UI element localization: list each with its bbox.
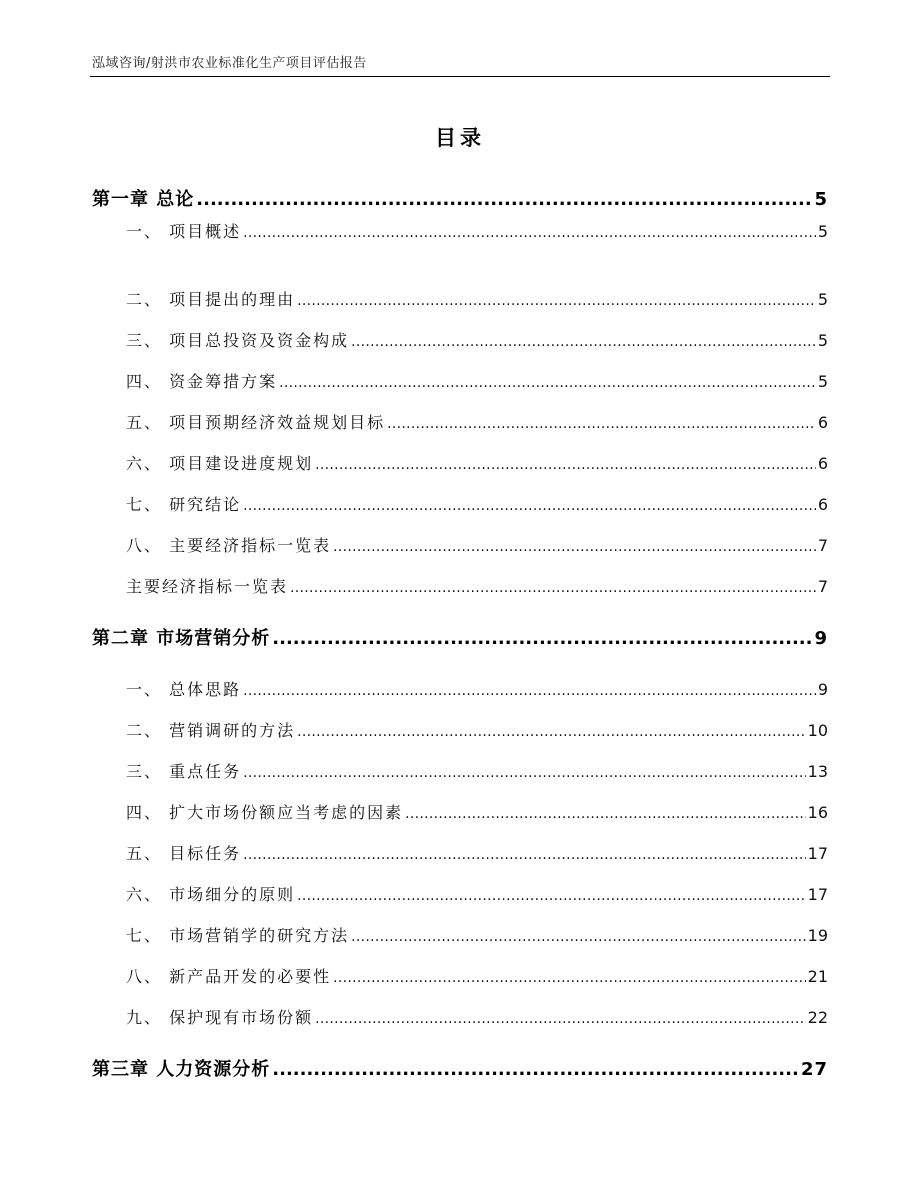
toc-leader	[297, 724, 806, 740]
toc-section-label: 六、 市场细分的原则	[126, 885, 296, 904]
toc-section-1-4[interactable]	[126, 369, 828, 392]
toc-page-number: 9	[814, 628, 828, 649]
toc-leader	[272, 1059, 799, 1080]
toc-section-label: 一、 总体思路	[126, 680, 242, 699]
toc-page-number: 22	[807, 1008, 828, 1027]
toc-page-number: 17	[807, 844, 828, 863]
header-divider	[90, 76, 830, 77]
toc-page-number: 5	[817, 331, 828, 350]
toc-section-1-7[interactable]	[126, 492, 828, 515]
toc-page-number: 27	[800, 1059, 828, 1080]
toc-leader	[333, 539, 816, 555]
toc-section-label: 三、 项目总投资及资金构成	[126, 331, 350, 350]
toc-section-2-5[interactable]	[126, 841, 828, 864]
toc-page-number: 13	[807, 762, 828, 781]
toc-page-number: 16	[807, 803, 828, 822]
toc-section-label: 二、 项目提出的理由	[126, 290, 296, 309]
toc-page-number: 5	[817, 222, 828, 241]
toc-leader	[351, 334, 816, 350]
toc-page-number: 5	[817, 290, 828, 309]
toc-leader	[196, 189, 812, 210]
header-title: 泓域咨询/射洪市农业标准化生产项目评估报告	[92, 56, 367, 71]
toc-title: 目录	[435, 126, 485, 150]
toc-page-number: 9	[817, 680, 828, 699]
toc-section-1-6[interactable]	[126, 451, 828, 474]
toc-page-number: 6	[817, 454, 828, 473]
toc-section-1-1[interactable]	[126, 219, 828, 242]
toc-section-2-8[interactable]	[126, 964, 828, 987]
toc-section-label: 四、 扩大市场份额应当考虑的因素	[126, 803, 404, 822]
toc-leader	[272, 628, 812, 649]
toc-section-1-3[interactable]	[126, 328, 828, 351]
toc-leader	[290, 580, 816, 596]
toc-leader	[279, 375, 816, 391]
toc-leader	[315, 457, 816, 473]
toc-page-number: 10	[807, 721, 828, 740]
toc-section-label: 五、 目标任务	[126, 844, 242, 863]
toc-section-2-4[interactable]	[126, 800, 828, 823]
toc-leader	[243, 498, 816, 514]
toc-section-label: 五、 项目预期经济效益规划目标	[126, 413, 386, 432]
toc-section-2-3[interactable]	[126, 759, 828, 782]
toc-section-label: 九、 保护现有市场份额	[126, 1008, 314, 1027]
toc-chapter-label: 第三章 人力资源分析	[92, 1059, 271, 1080]
toc-section-label: 八、 主要经济指标一览表	[126, 536, 332, 555]
toc-leader	[297, 888, 806, 904]
toc-section-label: 一、 项目概述	[126, 222, 242, 241]
toc-chapter-label: 第一章 总论	[92, 189, 195, 210]
toc-section-1-8[interactable]	[126, 533, 828, 556]
toc-leader	[333, 970, 806, 986]
toc-leader	[243, 225, 816, 241]
toc-page-number: 5	[814, 189, 828, 210]
toc-section-2-1[interactable]	[126, 677, 828, 700]
toc-section-label: 三、 重点任务	[126, 762, 242, 781]
toc-section-label: 主要经济指标一览表	[126, 577, 289, 596]
toc-section-2-2[interactable]	[126, 718, 828, 741]
toc-leader	[351, 929, 806, 945]
toc-page-number: 21	[807, 967, 828, 986]
toc-section-2-6[interactable]	[126, 882, 828, 905]
toc-section-2-7[interactable]	[126, 923, 828, 946]
toc-leader	[387, 416, 816, 432]
toc-section-2-9[interactable]	[126, 1005, 828, 1028]
toc-section-label: 四、 资金筹措方案	[126, 372, 278, 391]
toc-page-number: 6	[817, 495, 828, 514]
toc-leader	[243, 765, 806, 781]
toc-leader	[315, 1011, 806, 1027]
toc-leader	[243, 847, 806, 863]
toc-leader	[405, 806, 806, 822]
toc-chapter-3[interactable]	[92, 1055, 828, 1081]
toc-chapter-2[interactable]	[92, 624, 828, 650]
toc-section-label: 八、 新产品开发的必要性	[126, 967, 332, 986]
toc-page-number: 17	[807, 885, 828, 904]
toc-chapter-label: 第二章 市场营销分析	[92, 628, 271, 649]
toc-chapter-1[interactable]	[92, 185, 828, 211]
toc-section-1-2[interactable]	[126, 287, 828, 310]
toc-leader	[297, 293, 816, 309]
toc-page-number: 5	[817, 372, 828, 391]
toc-leader	[243, 683, 816, 699]
toc-section-1-9[interactable]	[126, 574, 828, 597]
toc-page-number: 7	[817, 577, 828, 596]
toc-page-number: 7	[817, 536, 828, 555]
toc-section-label: 七、 研究结论	[126, 495, 242, 514]
toc-page-number: 6	[817, 413, 828, 432]
toc-section-label: 二、 营销调研的方法	[126, 721, 296, 740]
toc-section-label: 七、 市场营销学的研究方法	[126, 926, 350, 945]
toc-section-1-5[interactable]	[126, 410, 828, 433]
toc-section-label: 六、 项目建设进度规划	[126, 454, 314, 473]
toc-page-number: 19	[807, 926, 828, 945]
